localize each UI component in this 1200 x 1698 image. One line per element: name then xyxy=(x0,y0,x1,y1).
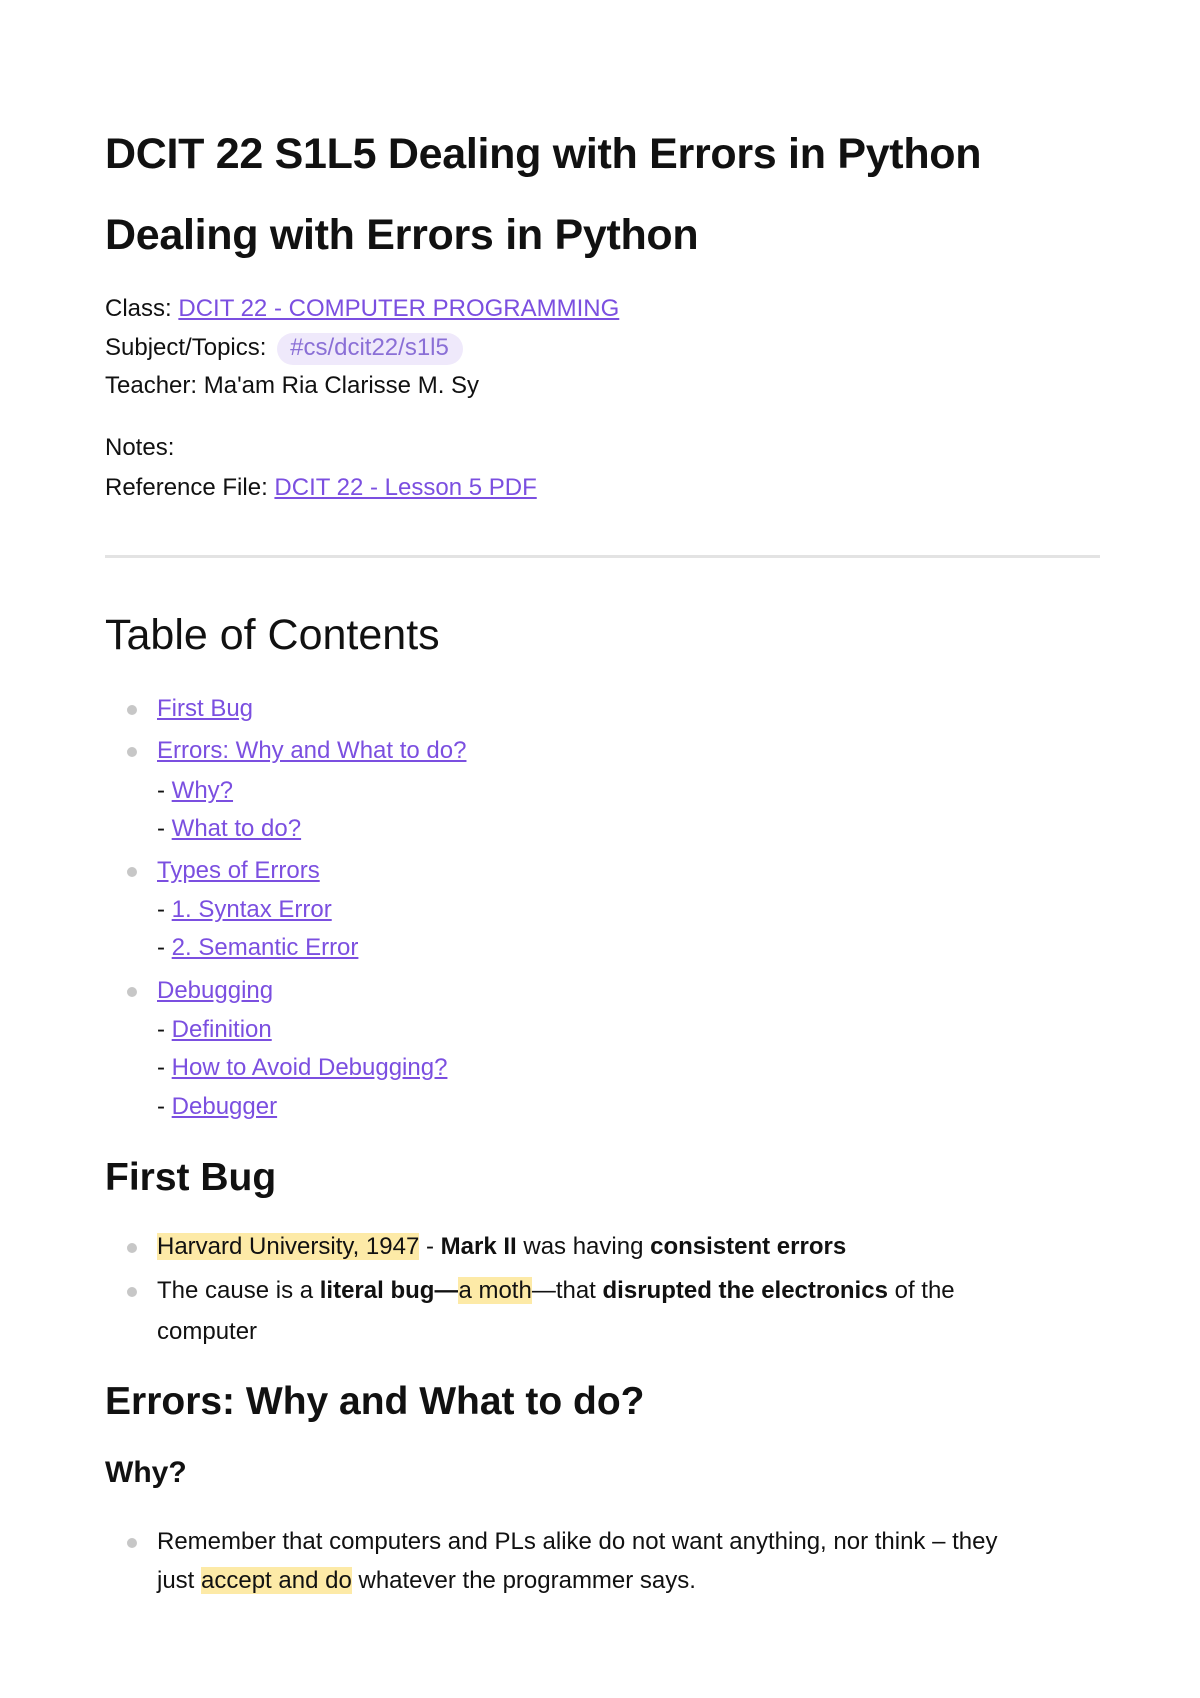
reference-row xyxy=(105,474,537,502)
text-span: of the xyxy=(887,1277,955,1304)
toc-dash: - xyxy=(157,934,172,961)
text-span: - xyxy=(419,1233,441,1260)
toc-dash: - xyxy=(157,815,172,842)
first-bug-heading: First Bug xyxy=(105,1156,277,1199)
toc-link-debugging[interactable]: Debugging xyxy=(157,977,274,1004)
text-span: Remember that computers and PLs alike do not want anything, nor think – they xyxy=(157,1528,998,1555)
bullet-icon xyxy=(127,747,137,757)
class-link[interactable]: DCIT 22 - COMPUTER PROGRAMMING xyxy=(178,295,620,322)
class-row xyxy=(105,295,619,323)
teacher-value: Ma'am Ria Clarisse M. Sy xyxy=(203,372,480,399)
notes-label: Notes: xyxy=(105,434,175,461)
toc-item xyxy=(157,857,320,885)
toc-subitem xyxy=(157,1016,272,1044)
bullet-icon xyxy=(127,867,137,877)
bullet-icon xyxy=(127,705,137,715)
bold-text: disrupted the electronics xyxy=(602,1277,888,1304)
why-point-1-cont xyxy=(157,1567,696,1595)
toc-subitem xyxy=(157,896,332,924)
subject-tag[interactable]: #cs/dcit22/s1l5 xyxy=(277,333,463,365)
text-span: —that xyxy=(531,1277,603,1304)
bullet-icon xyxy=(127,1243,137,1253)
text-span: computer xyxy=(157,1318,258,1345)
toc-subitem xyxy=(157,1054,447,1082)
why-point-1 xyxy=(157,1528,997,1556)
text-span: whatever the programmer says. xyxy=(351,1567,696,1594)
document-subtitle: Dealing with Errors in Python xyxy=(105,211,699,259)
first-bug-point-2-cont xyxy=(157,1318,257,1346)
toc-item xyxy=(157,695,253,723)
section-divider xyxy=(105,555,1100,558)
highlight-text: a moth xyxy=(458,1277,532,1304)
highlight-text: Harvard University, 1947 xyxy=(157,1233,420,1260)
text-span: just xyxy=(157,1567,202,1594)
notes-row xyxy=(105,434,174,462)
bold-text: consistent errors xyxy=(650,1233,847,1260)
text-span: The cause is a xyxy=(157,1277,320,1304)
subject-label: Subject/Topics: xyxy=(105,334,267,361)
bold-text: Mark II xyxy=(440,1233,517,1260)
bold-text: — xyxy=(434,1277,459,1304)
class-label: Class: xyxy=(105,295,172,322)
toc-link-how-to-avoid[interactable]: How to Avoid Debugging? xyxy=(171,1054,448,1081)
toc-link-syntax-error[interactable]: 1. Syntax Error xyxy=(171,896,332,923)
toc-link-what-to-do[interactable]: What to do? xyxy=(171,815,302,842)
toc-dash: - xyxy=(157,1093,172,1120)
teacher-row xyxy=(105,372,479,400)
why-heading: Why? xyxy=(105,1456,187,1489)
toc-link-why[interactable]: Why? xyxy=(171,777,234,804)
subject-row xyxy=(105,333,463,365)
toc-subitem xyxy=(157,777,233,805)
toc-dash: - xyxy=(157,1016,172,1043)
toc-link-debugger[interactable]: Debugger xyxy=(171,1093,278,1120)
text-span: was having xyxy=(516,1233,651,1260)
bullet-icon xyxy=(127,1287,137,1297)
toc-subitem xyxy=(157,815,301,843)
toc-link-first-bug[interactable]: First Bug xyxy=(157,695,254,722)
toc-item xyxy=(157,737,466,765)
first-bug-point-1 xyxy=(157,1233,846,1261)
toc-link-errors[interactable]: Errors: Why and What to do? xyxy=(157,737,467,764)
reference-link[interactable]: DCIT 22 - Lesson 5 PDF xyxy=(274,474,537,501)
teacher-label: Teacher: xyxy=(105,372,198,399)
bullet-icon xyxy=(127,987,137,997)
toc-subitem xyxy=(157,934,358,962)
errors-heading: Errors: Why and What to do? xyxy=(105,1380,645,1423)
first-bug-point-2 xyxy=(157,1277,955,1305)
toc-dash: - xyxy=(157,1054,172,1081)
reference-label: Reference File: xyxy=(105,474,268,501)
toc-link-semantic-error[interactable]: 2. Semantic Error xyxy=(171,934,359,961)
bullet-icon xyxy=(127,1538,137,1548)
toc-dash: - xyxy=(157,777,172,804)
document-title: DCIT 22 S1L5 Dealing with Errors in Python xyxy=(105,130,982,178)
toc-heading: Table of Contents xyxy=(105,611,440,659)
bold-text: literal bug xyxy=(319,1277,435,1304)
toc-subitem xyxy=(157,1093,277,1121)
toc-item xyxy=(157,977,273,1005)
toc-dash: - xyxy=(157,896,172,923)
highlight-text: accept and do xyxy=(201,1567,352,1594)
toc-link-definition[interactable]: Definition xyxy=(171,1016,272,1043)
toc-link-types-of-errors[interactable]: Types of Errors xyxy=(157,857,320,884)
